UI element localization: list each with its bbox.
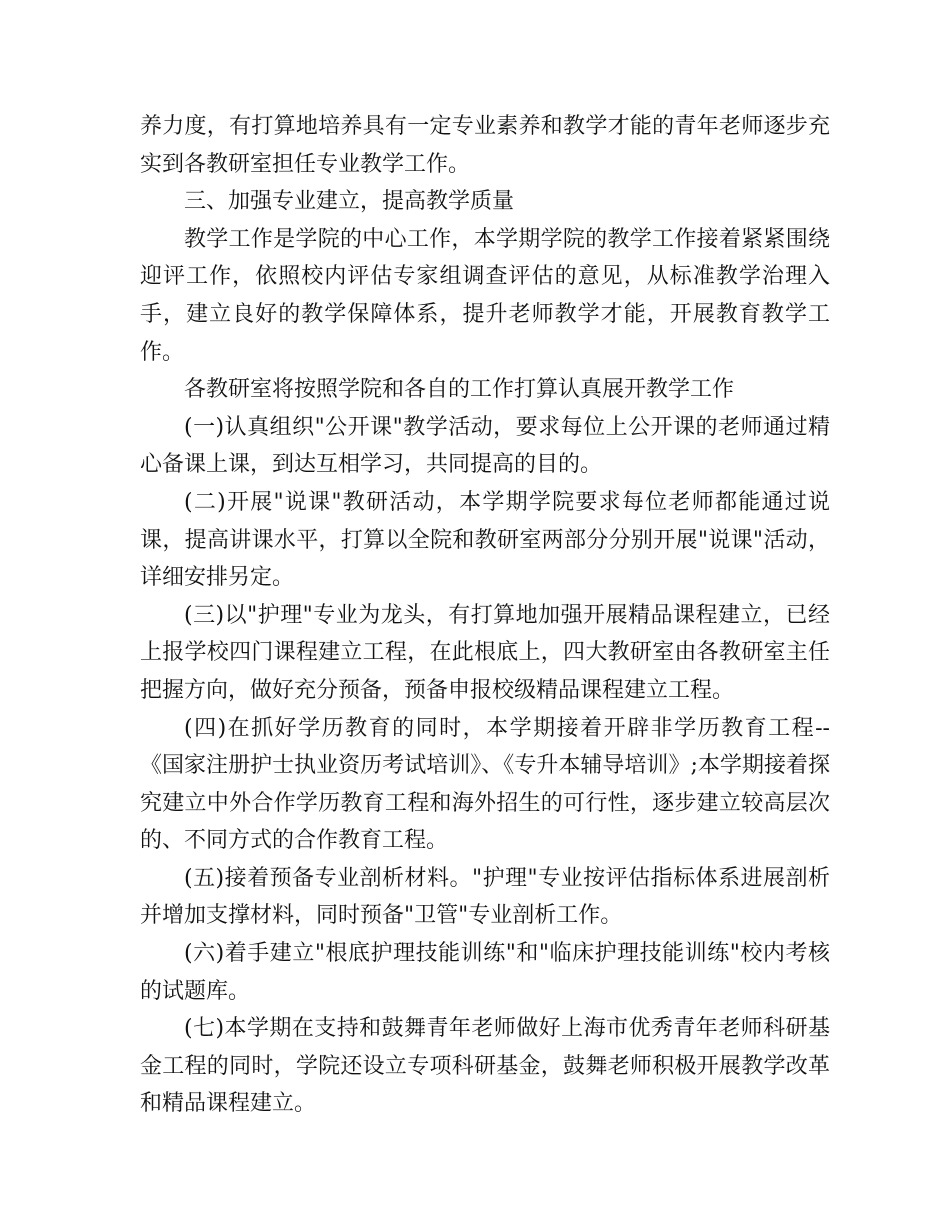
- list-item: (五)接着预备专业剖析材料。"护理"专业按评估指标体系进展剖析并增加支撑材料，同时预备"卫管"专业剖析工作。: [140, 865, 830, 929]
- paragraph: 教学工作是学院的中心工作，本学期学院的教学工作接着紧紧围绕迎评工作，依照校内评估专家组调查评估的意见，从标准教学治理入手，建立良好的教学保障体系，提升老师教学才能，开展教育教学工作。: [140, 226, 830, 365]
- list-item: (七)本学期在支持和鼓舞青年老师做好上海市优秀青年老师科研基金工程的同时，学院还设立专项科研基金，鼓舞老师积极开展教学改革和精品课程建立。: [140, 1016, 830, 1117]
- paragraph-continuation: 养力度，有打算地培养具有一定专业素养和教学才能的青年老师逐步充实到各教研室担任专业教学工作。: [140, 114, 830, 177]
- list-item: (一)认真组织"公开课"教学活动，要求每位上公开课的老师通过精心备课上课，到达互相学习，共同提高的目的。: [140, 414, 830, 478]
- list-item: (四)在抓好学历教育的同时，本学期接着开辟非学历教育工程--《国家注册护士执业资历考试培训》、《专升本辅导培训》;本学期接着探究建立中外合作学历教育工程和海外招生的可行性，逐步建立较高层次的、不同方式的合作教育工程。: [140, 715, 830, 854]
- list-item: (三)以"护理"专业为龙头，有打算地加强开展精品课程建立，已经上报学校四门课程建立工程，在此根底上，四大教研室由各教研室主任把握方向，做好充分预备，预备申报校级精品课程建立工程。: [140, 602, 830, 703]
- paragraph: 各教研室将按照学院和各自的工作打算认真展开教学工作: [184, 377, 735, 403]
- list-item: (二)开展"说课"教研活动，本学期学院要求每位老师都能通过说课，提高讲课水平，打算以全院和教研室两部分分别开展"说课"活动，详细安排另定。: [140, 489, 830, 591]
- document-body: [140, 108, 830, 1123]
- section-heading: 三、加强专业建立，提高教学质量: [184, 189, 515, 215]
- list-item: (六)着手建立"根底护理技能训练"和"临床护理技能训练"校内考核的试题库。: [140, 941, 830, 1004]
